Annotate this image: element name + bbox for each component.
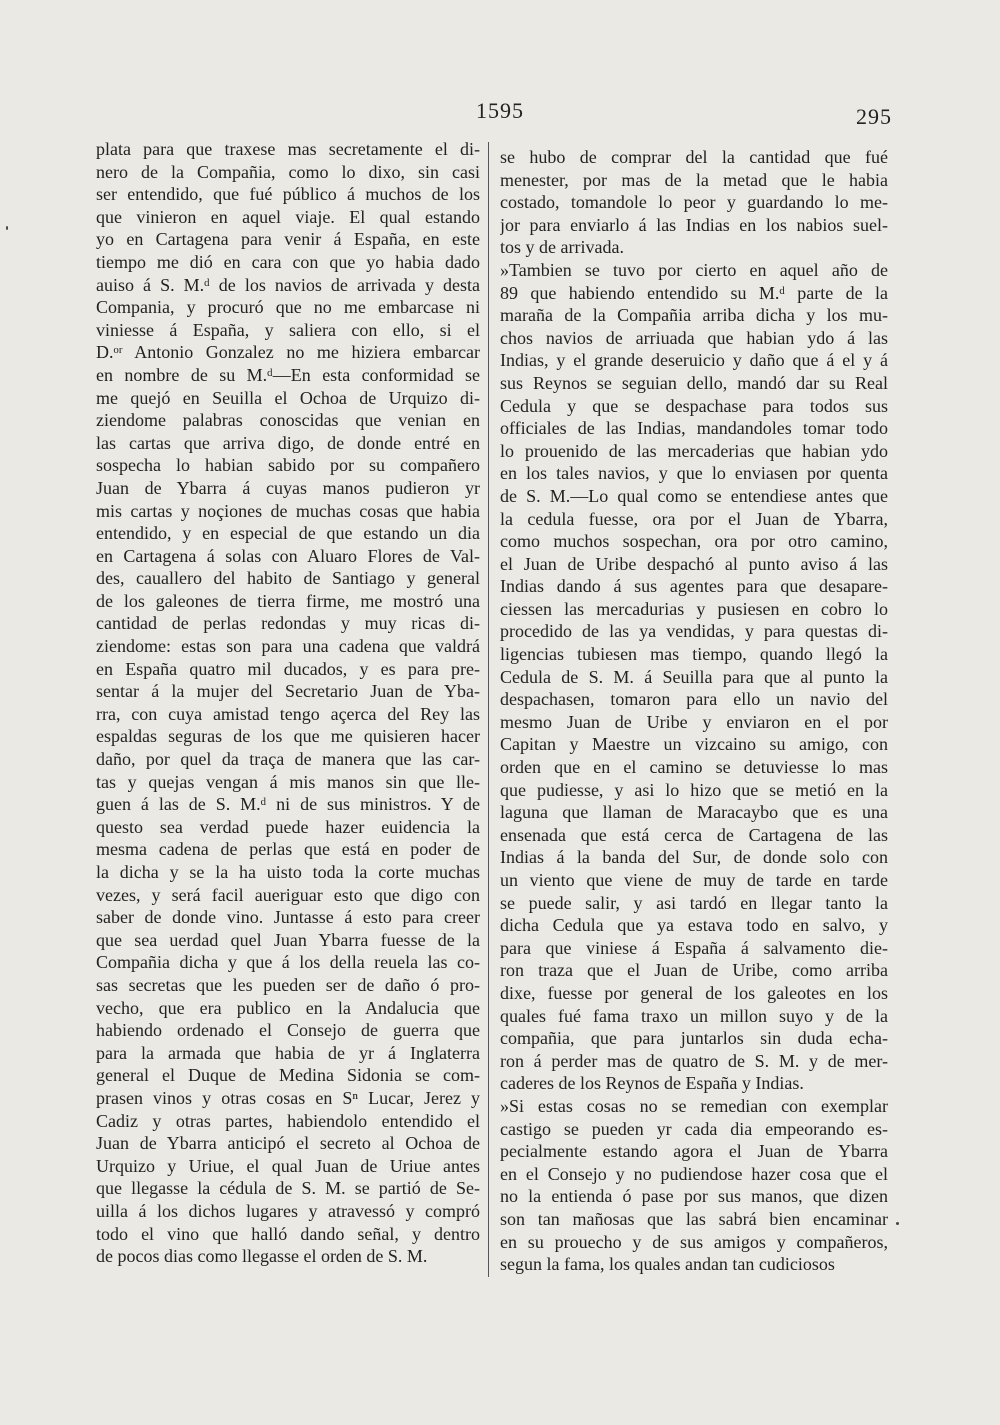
text-line: quales fué fama traxo un millon suyo y de la (500, 1005, 888, 1026)
text-line: ron traza que el Juan de Uribe, como arriba (500, 960, 888, 981)
text-line: mesmo Juan de Uribe y enviaron en el por (500, 711, 888, 732)
text-line: que vinieron en aquel viaje. El qual estando (96, 206, 480, 227)
text-line: menester, por mas de la metad que le habia (500, 169, 888, 190)
text-line: D.ᵒʳ Antonio Gonzalez no me hiziera embarcar (96, 342, 480, 363)
text-line: Capitan y Maestre un vizcaino su amigo, con (500, 734, 888, 755)
page-header-year: 1595 (476, 98, 524, 123)
text-line: despachasen, tomaron para ello un navio del (500, 689, 888, 710)
text-line: de pocos dias como llegasse el orden de S. M. (96, 1246, 428, 1267)
text-line: en los tales navios, y que lo enviasen por quenta (500, 463, 888, 484)
text-line: questo sea verdad puede hazer euidencia la (96, 816, 480, 837)
text-line: Indias á la banda del Sur, de donde solo con (500, 847, 888, 868)
text-line: laguna que llaman de Maracaybo que es una (500, 802, 888, 823)
text-line: que sea uerdad quel Juan Ybarra fuesse de la (96, 929, 480, 950)
text-line: yo en Cartagena para venir á España, en este (96, 229, 480, 250)
text-line: vezes, y será facil aueriguar esto que digo con (96, 884, 480, 905)
text-line: Compañia dicha y que á los della reuela las co- (96, 952, 480, 973)
text-line: nero de la Compañia, como lo dixo, sin casi (96, 161, 480, 182)
text-line: Compania, y procuró que no me embarcase ni (96, 297, 480, 318)
text-line: sus Reynos se seguian dello, mandó dar su Real (500, 372, 888, 393)
text-line: »Tambien se tuvo por cierto en aquel año de (500, 259, 888, 280)
text-line: dicha Cedula que ya estava todo en salvo, y (500, 915, 888, 936)
text-line: pecialmente estando agora el Juan de Ybarra (500, 1141, 888, 1162)
text-line: plata para que traxese mas secretamente el di- (96, 139, 480, 159)
text-line: ciessen las mercadurias y pusiesen en cobro lo (500, 598, 888, 619)
text-line: jor para enviarlo á las Indias en los nabios suel- (500, 214, 888, 235)
text-line: en Cartagena á solas con Aluaro Flores de Val- (96, 545, 480, 566)
text-line: castigo se pueden yr cada dia empeorando es- (500, 1118, 888, 1139)
left-text-column (96, 138, 480, 1268)
text-line: en el Consejo y no pudiendose hazer cosa que el (500, 1163, 888, 1184)
text-line: un viento que viene de muy de tarde en tarde (500, 870, 888, 890)
text-line: saber de donde vino. Juntasse á esto para creer (96, 907, 480, 928)
text-line: dixe, fuesse por general de los galeotes en los (500, 982, 888, 1003)
text-line: Indias dando á sus agentes para que desapare- (500, 576, 888, 597)
page-speck (896, 1222, 899, 1225)
text-line: en su prouecho y de sus amigos y compañeros, (500, 1231, 888, 1252)
text-line: el Juan de Uribe despachó al punto aviso á las (500, 553, 888, 574)
text-line: chos navios de arriuada que habian ydo á las (500, 327, 888, 348)
text-line: de los galeones de tierra firme, me mostró una (96, 590, 480, 611)
text-line: como muchos sospechan, ora por otro camino, (500, 531, 888, 552)
text-line: orden que en el camino se detuviesse lo mas (500, 757, 888, 778)
text-line: las cartas que arriva digo, de donde entré en (96, 432, 480, 453)
text-line: »Si estas cosas no se remedian con exemplar (500, 1095, 888, 1116)
text-line: Juan de Ybarra á cuyas manos pudieron yr (96, 477, 480, 498)
text-line: mis cartas y noçiones de muchas cosas que habia (96, 500, 480, 521)
text-line: lo prouenido de las mercaderias que habian ydo (500, 440, 888, 461)
right-text-column (500, 146, 888, 1276)
text-line: para la armada que habia de yr á Inglaterra (96, 1042, 480, 1063)
text-line: vecho, que era publico en la Andalucia que (96, 997, 480, 1018)
text-line: tiempo me dió en cara con que yo habia dado (96, 251, 480, 272)
text-line: me quejó en Seuilla el Ochoa de Urquizo di- (96, 387, 480, 408)
text-line: tos y de arrivada. (500, 237, 624, 258)
text-line: se puede salir, y asi tardó en llegar tanto la (500, 892, 888, 913)
text-line: se hubo de comprar del la cantidad que fué (500, 147, 888, 167)
text-line: auiso á S. M.ᵈ de los navios de arrivada y desta (96, 274, 480, 295)
text-line: Juan de Ybarra anticipó el secreto al Ochoa de (96, 1133, 480, 1154)
text-line: mesma cadena de perlas que está en poder de (96, 839, 480, 860)
text-line: ziendome palabras conoscidas que venian en (96, 410, 480, 431)
text-line: uilla á los dichos lugares y atravessó y compró (96, 1200, 480, 1221)
text-line: la dicha y se la ha uisto toda la corte muchas (96, 862, 480, 882)
text-line: que pudiesse, y asi lo hizo que se metió en la (500, 779, 888, 800)
text-line: tas y quejas vengan á mis manos sin que lle- (96, 771, 480, 792)
text-line: en España quatro mil ducados, y es para pre- (96, 658, 480, 679)
text-line: la cedula fuesse, ora por el Juan de Ybarra, (500, 508, 888, 529)
text-line: daño, por quel da traça de manera que las car- (96, 749, 480, 770)
text-line: prasen vinos y otras cosas en Sⁿ Lucar, Jerez y (96, 1087, 480, 1108)
column-divider (488, 142, 489, 1277)
text-line: general el Duque de Medina Sidonia se com- (96, 1065, 480, 1086)
page-speck (6, 226, 8, 230)
text-line: Cedula y que se despachase para todos sus (500, 395, 888, 416)
text-line: procedido de las ya vendidas, y para questas di- (500, 621, 888, 642)
text-line: Urquizo y Uriue, el qual Juan de Uriue antes (96, 1155, 480, 1176)
text-line: guen á las de S. M.ᵈ ni de sus ministros. Y de (96, 794, 480, 815)
text-line: ron á perder mas de quatro de S. M. y de mer- (500, 1050, 888, 1071)
text-line: officiales de las Indias, mandandoles tomar todo (500, 418, 888, 439)
text-line: ser entendido, que fué público á muchos de los (96, 184, 480, 205)
text-line: 89 que habiendo entendido su M.ᵈ parte de la (500, 282, 888, 303)
text-line: habiendo ordenado el Consejo de guerra que (96, 1020, 480, 1041)
text-line: sentar á la mujer del Secretario Juan de Yba- (96, 681, 480, 702)
text-line: compañia, que para juntarlos sin duda echa- (500, 1028, 888, 1049)
text-line: segun la fama, los quales andan tan cudiciosos (500, 1254, 835, 1275)
text-line: que llegasse la cédula de S. M. se partió de Se- (96, 1178, 480, 1199)
text-line: viniesse á España, y saliera con ello, si el (96, 319, 480, 340)
text-line: sas secretas que les pueden ser de daño ó pro- (96, 974, 480, 995)
text-line: ligencias tubiesen mas tiempo, quando llegó la (500, 644, 888, 665)
page-number: 295 (856, 104, 892, 129)
text-line: ensenada que está cerca de Cartagena de las (500, 824, 888, 845)
text-line: para que viniese á España á salvamento die- (500, 937, 888, 958)
text-line: cantidad de perlas redondas y muy ricas di- (96, 613, 480, 634)
text-line: espaldas seguras de los que me quisieren hacer (96, 726, 480, 747)
text-line: entendido, y en especial de que estando un dia (96, 523, 480, 544)
text-line: en nombre de su M.ᵈ—En esta conformidad se (96, 364, 480, 385)
text-line: caderes de los Reynos de España y Indias. (500, 1073, 804, 1094)
text-line: rra, con cuya amistad tengo açerca del Rey las (96, 703, 480, 724)
text-line: sospecha lo habian sabido por su compañero (96, 455, 480, 476)
text-line: costado, tomandole lo peor y guardando lo me- (500, 192, 888, 213)
text-line: no la entienda ó pase por sus manos, que dizen (500, 1186, 888, 1207)
text-line: Cadiz y otras partes, habiendolo entendido el (96, 1110, 480, 1131)
text-line: de S. M.—Lo qual como se entendiese antes que (500, 485, 888, 506)
text-line: Indias, y el grande deseruicio y daño que á el y á (500, 350, 888, 371)
text-line: des, cauallero del habito de Santiago y general (96, 568, 480, 589)
text-line: ziendome: estas son para una cadena que valdrá (96, 636, 480, 657)
text-line: todo el vino que halló dando señal, y dentro (96, 1223, 480, 1244)
text-line: son tan mañosas que las sabrá bien encaminar (500, 1208, 888, 1229)
text-line: maraña de la Compañia arriba dicha y los mu- (500, 305, 888, 326)
text-line: Cedula de S. M. á Seuilla para que al punto la (500, 666, 888, 687)
